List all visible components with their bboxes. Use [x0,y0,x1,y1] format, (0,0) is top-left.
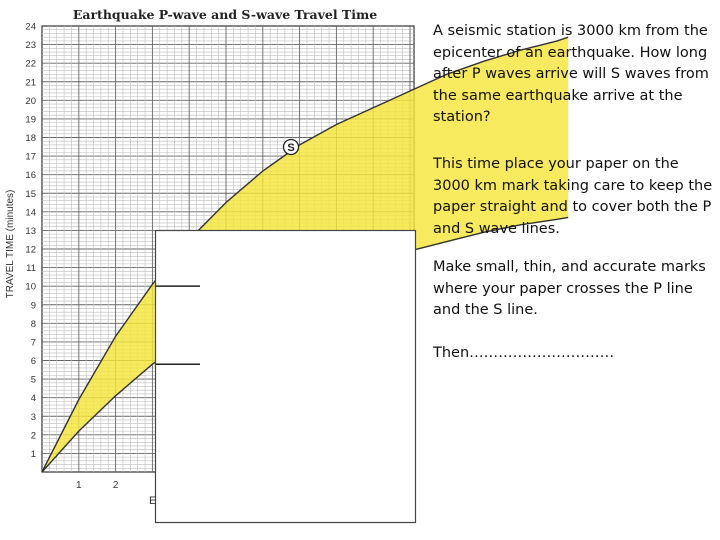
y-tick-label: 15 [25,188,36,200]
y-tick-label: 1 [30,448,36,460]
chart-title: Earthquake P-wave and S-wave Travel Time [72,7,378,22]
y-tick-label: 2 [30,430,36,442]
y-tick-label: 16 [25,170,36,182]
y-tick-label: 9 [30,300,36,312]
question-paragraph: A seismic station is 3000 km from the epicenter of an earthquake. How long after P waves arrive will S waves from the same earthquake arrive at the station? [433,23,709,125]
y-tick-label: 4 [30,393,36,405]
y-tick-label: 14 [25,207,36,219]
y-tick-label: 24 [25,21,36,33]
chart-y-axis-label: TRAVEL TIME (minutes) [5,189,16,299]
y-tick-label: 18 [25,133,36,144]
instruction-paragraph-place-paper: This time place your paper on the 3000 km mark taking care to keep the paper straight and to cover both the P and S wave lines. [433,156,713,237]
y-tick-label: 6 [30,356,36,367]
y-tick-label: 19 [25,114,36,126]
y-tick-label: 20 [25,95,36,107]
instruction-paragraph-then: Then………………………… [433,345,615,361]
y-tick-label: 3 [30,411,36,423]
y-tick-label: 12 [25,244,36,256]
instruction-paragraph-marks: Make small, thin, and accurate marks where your paper crosses the P line and the S line. [433,259,706,318]
y-tick-label: 7 [30,337,36,349]
x-tick-label: 2 [112,480,119,491]
y-tick-label: 8 [30,318,36,330]
y-tick-label: 11 [26,263,36,275]
paper-strip[interactable] [156,231,416,523]
x-axis-label-fragment: E [149,495,157,507]
y-tick-label: 23 [25,40,36,52]
y-tick-label: 22 [25,58,36,70]
y-tick-label: 10 [25,281,36,293]
y-tick-label: 13 [25,225,36,237]
s-wave-label: S [287,142,295,154]
y-tick-label: 17 [25,151,36,163]
x-tick-label: 1 [76,480,82,491]
y-tick-label: 21 [25,77,36,89]
y-tick-label: 5 [30,374,36,386]
